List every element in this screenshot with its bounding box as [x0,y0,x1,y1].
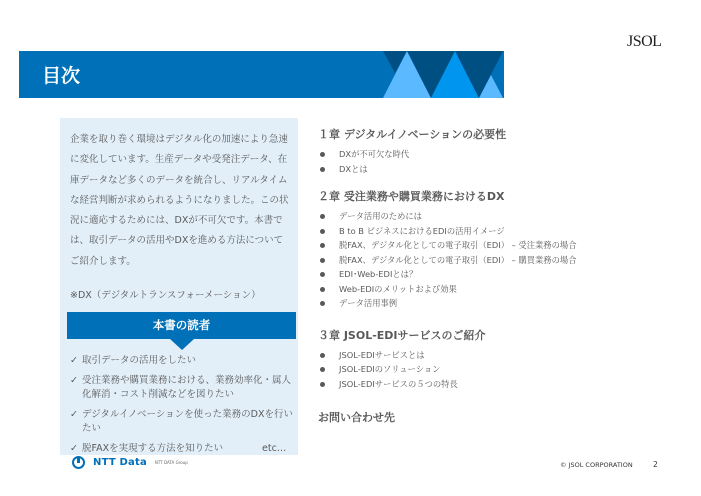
banner-pointer [170,339,194,350]
bullet-icon [320,152,325,157]
bullet-icon [320,229,325,234]
chapter-1-title: １章 デジタルイノベーションの必要性 [318,128,507,141]
toc-item: データ活用事例 [318,296,658,311]
bullet-icon [320,382,325,387]
etc-text: etc… [262,443,287,454]
chapter-3-title: ３章 JSOL-EDIサービスのご紹介 [318,328,486,342]
ntt-data-mark-icon [72,456,85,469]
toc-item: DXが不可欠な時代 [318,147,658,162]
toc-item: 脱FAX、デジタル化としての電子取引（EDI） – 購買業務の場合 [318,253,658,268]
bullet-icon [320,243,325,248]
toc-item: JSOL-EDIサービスの５つの特長 [318,377,658,392]
bullet-icon [320,258,325,263]
check-icon: ✓ [70,375,78,386]
copyright: © JSOL CORPORATION [560,461,633,469]
bullet-icon [320,353,325,358]
ntt-group-label: NTT DATA Group [154,460,188,465]
readers-heading: 本書の読者 [67,312,296,339]
bullet-icon [320,167,325,172]
ntt-data-wordmark: NTT Data [93,457,147,468]
toc-item: Web-EDIのメリットおよび効果 [318,282,658,297]
triangle-decoration [383,51,504,98]
bullet-icon [320,272,325,277]
toc-item: B to B ビジネスにおけるEDIの活用イメージ [318,224,658,239]
page-number: 2 [653,460,658,469]
bullet-icon [320,301,325,306]
page-title: 目次 [42,65,81,87]
toc-item: DXとは [318,162,658,177]
toc-item: JSOL-EDIのソリューション [318,362,658,377]
bullet-icon [320,287,325,292]
toc-item: 脱FAX、デジタル化としての電子取引（EDI） – 受注業務の場合 [318,238,658,253]
list-item: ✓ 取引データの活用をしたい [70,355,197,366]
ntt-data-logo [72,456,188,469]
check-icon: ✓ [70,409,78,420]
check-icon: ✓ [70,355,78,366]
bullet-icon [320,214,325,219]
check-icon: ✓ [70,443,78,454]
toc-item: JSOL-EDIサービスとは [318,348,658,363]
jsol-logo: JSOL [627,33,662,50]
list-item: ✓ 受注業務や購買業務における、業務効率化・属人化解消・コスト削減などを図りたい [70,375,292,400]
list-item: ✓ デジタルイノベーションを使った業務のDXを行いたい [70,409,293,434]
contact-title: お問い合わせ先 [318,411,395,424]
intro-text: 企業を取り巻く環境はデジタル化の加速により急速に変化しています。生産データや受発注データ、在庫データなど多くのデータを統合し、リアルタイムな経営判断が求められるようになりました。この状況に適応するためには、DXが不可欠です。本書では、取引データの活用やDXを進める方法についてご紹介します。 [70,134,289,267]
toc-item: データ活用のためには [318,209,658,224]
list-item: ✓ 脱FAXを実現する方法を知りたい [70,443,224,454]
toc-item: EDI･Web-EDIとは？ [318,267,658,282]
bullet-icon [320,367,325,372]
table-of-contents [318,126,658,430]
chapter-2-title: ２章 受注業務や購買業務におけるDX [318,190,505,203]
dx-note: ※DX（デジタルトランスフォーメーション） [70,290,261,301]
